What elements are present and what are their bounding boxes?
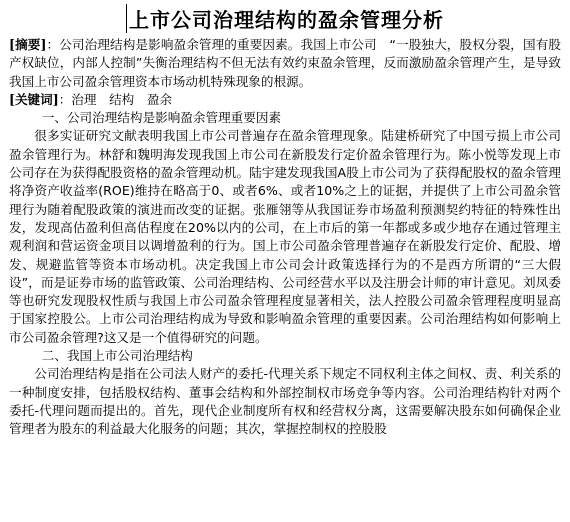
keywords-text: ：治理 结构 盈余 bbox=[58, 91, 173, 107]
keywords-label: [关键词] bbox=[9, 91, 59, 107]
abstract bbox=[9, 36, 561, 91]
section-heading-2: 二、我国上市公司治理结构 bbox=[41, 348, 193, 364]
document-title: 上市公司治理结构的盈余管理分析 bbox=[126, 4, 444, 33]
abstract-text: ：公司治理结构是影响盈余管理的重要因素。我国上市公司 “一股独大，股权分裂，国有股产权缺位，内部人控制”失衡治理结构不但无法有效约束盈余管理，反而激励盈余管理产生，是导致我国上市公司盈余管理资本市场动机特殊现象的根源。 bbox=[9, 37, 561, 89]
abstract-label: [摘要] bbox=[9, 37, 47, 52]
section-heading-1: 一、公司治理结构是影响盈余管理重要因素 bbox=[41, 110, 282, 126]
keywords bbox=[9, 91, 561, 109]
title-row bbox=[0, 0, 570, 36]
document-body bbox=[0, 36, 570, 439]
paragraph-1: 很多实证研究文献表明我国上市公司普遍存在盈余管理现象。陆建桥研究了中国亏损上市公司盈余管理行为。林舒和魏明海发现我国上市公司在新股发行定价盈余管理行为。陈小悦等发现上市公司存在为获得配股资格的盈余管理动机。陆宇建发现我国A股上市公司为了获得配股权的盈余管理将净资产收益率(ROE)维持在略高于0、或者6%、或者10%之上的证据，并提供了上市公司盈余管理行为随着配股政策的演进而改变的证据。张雁翎等从我国证券市场盈利预测契约特征的特殊性出发，发现高估盈利但高估程度在20%以内的公司，在上市后的第一年都或多或少地存在通过管理主观利润和营运资金项目以调增盈利的行为。国上市公司盈余管理普遍存在新股发行定价、配股、增发、规避监管等资本市场动机。决定我国上市公司会计政策选择行为的不是西方所谓的“三大假设”，而是证券市场的监管政策、公司治理结构、公司经营水平以及注册会计师的审计意见。刘凤委等也研究发现股权性质与我国上市公司盈余管理程度显著相关，法人控股公司盈余管理程度明显高于国家控股公。上市公司治理结构成为导致和影响盈余管理的重要因素。公司治理结构如何影响上市公司盈余管理?这又是一个值得研究的问题。 bbox=[9, 128, 561, 345]
paragraph-2: 公司治理结构是指在公司法人财产的委托-代理关系下规定不同权利主体之间权、责、利关系的一种制度安排，包括股权结构、董事会结构和外部控制权市场竞争等内容。公司治理结构针对两个委托-代理问题而提出的。首先，现代企业制度所有权和经营权分离，这需要解决股东如何确保企业管理者为股东的利益最大化服务的问题；其次，掌握控制权的控股股 bbox=[9, 366, 561, 437]
